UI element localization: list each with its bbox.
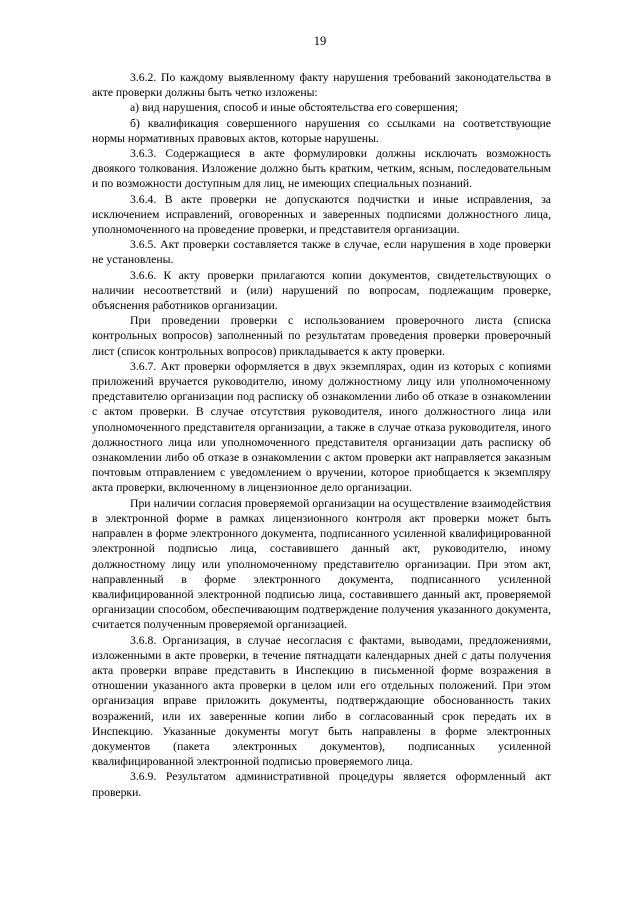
list-item-b: б) квалификация совершенного нарушения со ссылками на соответствующие нормы нормативных правовых актов, которые нарушены. (92, 116, 551, 145)
paragraph-checklist: При проведении проверки с использованием проверочного листа (списка контрольных вопросов) заполненный по результатам проведения проверки проверочный лист (список контрольных вопросов) прикладывается к акту проверки. (92, 314, 551, 358)
paragraph-3-6-4: 3.6.4. В акте проверки не допускаются подчистки и иные исправления, за исключением исправлений, оговоренных и заверенных подписями должностного лица, уполномоченного на проведение проверки, и представителя организации. (92, 192, 551, 237)
list-item-a: а) вид нарушения, способ и иные обстоятельства его совершения; (130, 101, 459, 115)
document-body (92, 70, 551, 800)
paragraph-3-6-5: 3.6.5. Акт проверки составляется также в случае, если нарушения в ходе проверки не установлены. (92, 238, 551, 267)
paragraph-3-6-9: 3.6.9. Результатом административной процедуры является оформленный акт проверки. (92, 770, 551, 799)
paragraph-3-6-3: 3.6.3. Содержащиеся в акте формулировки должны исключать возможность двоякого толкования. Изложение должно быть кратким, четким, ясным, последовательным и по возможности доступным для лиц, не имеющих специальных познаний. (92, 147, 551, 191)
paragraph-3-6-7: 3.6.7. Акт проверки оформляется в двух экземплярах, один из которых с копиями приложений вручается руководителю, иному должностному лицу или уполномоченному представителю организации под расписку об ознакомлении либо об отказе в ознакомлении с актом проверки. В случае отсутствия руководителя, иного должностного лица или уполномоченного представителя организации, а также в случае отказа руководителя, иного должностного лица или уполномоченного представителя организации дать расписку об ознакомлении либо об отказе в ознакомлении с актом проверки акт направляется заказным почтовым отправлением с уведомлением о вручении, которое приобщается к экземпляру акта проверки, включенному в лицензионное дело организации. (92, 359, 551, 495)
paragraph-3-6-8: 3.6.8. Организация, в случае несогласия с фактами, выводами, предложениями, изложенными в акте проверки, в течение пятнадцати календарных дней с даты получения акта проверки вправе представить в Инспекцию в письменной форме возражения в отношении указанного акта проверки в целом или его отдельных положений. При этом организация вправе приложить документы, подтверждающие обоснованность таких возражений, или их заверенные копии либо в согласованный срок передать их в Инспекцию. Указанные документы могут быть направлены в форме электронных документов (пакета электронных документов), подписанных усиленной квалифицированной электронной подписью проверяемого лица. (92, 633, 551, 769)
paragraph-3-6-6: 3.6.6. К акту проверки прилагаются копии документов, свидетельствующих о наличии несоответствий и (или) нарушений по вопросам, подлежащим проверке, объяснения работников организации. (92, 268, 551, 313)
page-number: 19 (313, 34, 327, 48)
paragraph-electronic-form: При наличии согласия проверяемой организации на осуществление взаимодействия в электронной форме в рамках лицензионного контроля акт проверки может быть направлен в форме электронного документа, подписанного усиленной квалифицированной электронной подписью лица, составившего данный акт, руководителю, иному должностному лицу или уполномоченному представителю организации. При этом акт, направленный в форме электронного документа, подписанного усиленной квалифицированной электронной подписью лица, составившего данный акт, проверяемой организации способом, обеспечивающим подтверждение получения указанного документа, считается полученным проверяемой организацией. (92, 496, 551, 632)
paragraph-3-6-2: 3.6.2. По каждому выявленному факту нарушения требований законодательства в акте проверки должны быть четко изложены: (92, 71, 551, 100)
